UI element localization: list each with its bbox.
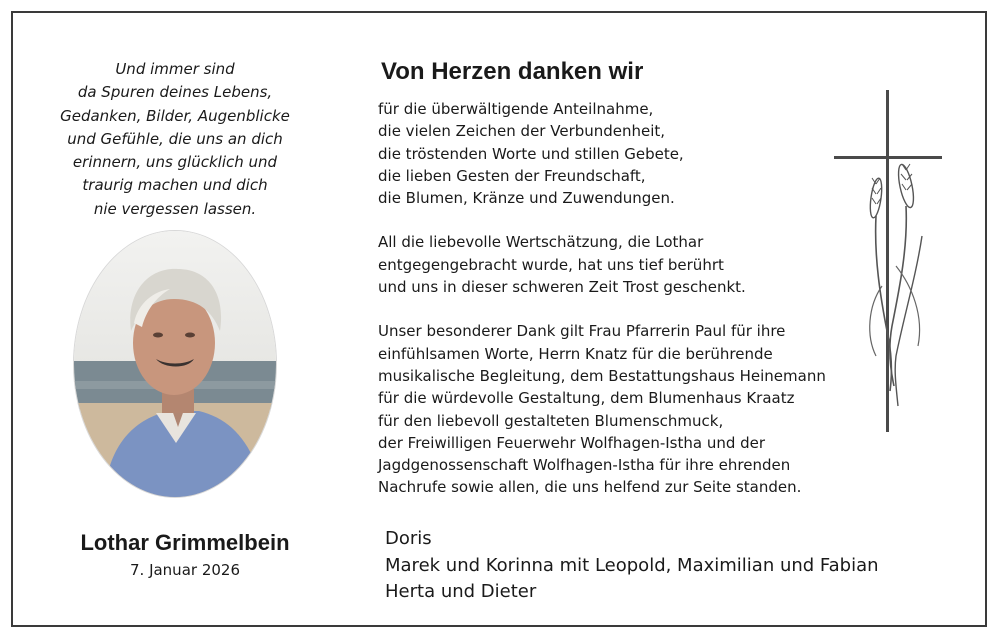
thanks-paragraph: [378, 98, 868, 209]
portrait-photo: [73, 230, 277, 498]
text-line: für die würdevolle Gestaltung, dem Blumenhaus Kraatz: [378, 389, 795, 408]
text-line: Unser besonderer Dank gilt Frau Pfarrerin Paul für ihre: [378, 322, 786, 341]
text-line: die Blumen, Kränze und Zuwendungen.: [378, 189, 675, 208]
poem-line: traurig machen und dich: [82, 176, 268, 195]
text-line: die tröstenden Worte und stillen Gebete,: [378, 144, 684, 163]
text-line: Nachrufe sowie allen, die uns helfend zur Seite standen.: [378, 478, 802, 497]
poem-line: Gedanken, Bilder, Augenblicke: [60, 106, 290, 125]
poem-line: da Spuren deines Lebens,: [77, 83, 273, 102]
text-line: All die liebevolle Wertschätzung, die Lothar: [378, 233, 704, 252]
poem-line: nie vergessen lassen.: [93, 199, 257, 218]
text-line: entgegengebracht wurde, hat uns tief berührt: [378, 255, 724, 274]
text-line: und uns in dieser schweren Zeit Trost geschenkt.: [378, 278, 746, 297]
text-line: der Freiwilligen Feuerwehr Wolfhagen-Istha und der: [378, 433, 766, 452]
poem-line: und Gefühle, die uns an dich: [67, 129, 283, 148]
text-line: die vielen Zeichen der Verbundenheit,: [378, 122, 666, 141]
thanks-paragraph: [378, 320, 868, 498]
death-date: 7. Januar 2026: [129, 561, 240, 579]
poem-line: erinnern, uns glücklich und: [72, 153, 278, 172]
text-line: die lieben Gesten der Freundschaft,: [378, 166, 646, 185]
poem-line: Und immer sind: [115, 60, 235, 78]
text-line: Jagdgenossenschaft Wolfhagen-Istha für ihre ehrenden: [378, 456, 791, 475]
poem: [40, 58, 310, 221]
thanks-text: [378, 98, 868, 499]
deceased-name: Lothar Grimmelbein: [80, 530, 290, 555]
signature-line: Marek und Korinna mit Leopold, Maximilian und Fabian: [385, 554, 879, 576]
thanks-paragraph: [378, 231, 868, 298]
text-line: für die überwältigende Anteilnahme,: [378, 100, 654, 118]
thanks-heading: Von Herzen danken wir: [381, 58, 644, 85]
text-line: einfühlsamen Worte, Herrn Knatz für die berührende: [378, 344, 773, 363]
text-line: musikalische Begleitung, dem Bestattungshaus Heinemann: [378, 366, 826, 385]
cross-with-wheat-icon: [832, 86, 944, 434]
text-line: für den liebevoll gestalteten Blumenschmuck,: [378, 411, 724, 430]
signature-line: Herta und Dieter: [385, 581, 537, 602]
signatures: [385, 526, 879, 606]
portrait-illustration: [74, 231, 276, 497]
signature-line: Doris: [385, 528, 432, 549]
